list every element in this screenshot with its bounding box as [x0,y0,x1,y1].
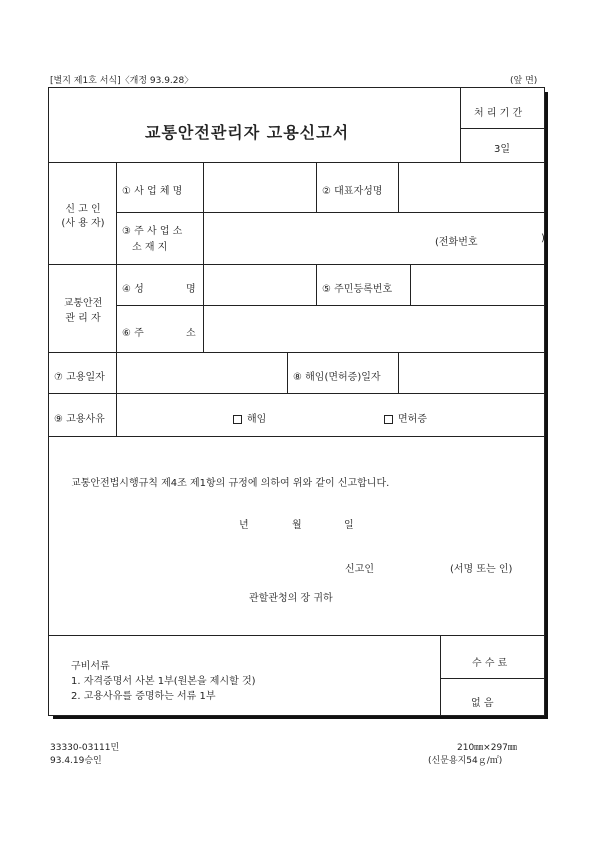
date-day-label: 일 [344,520,354,531]
checkbox-dismissal[interactable] [233,415,242,424]
col-line-a3 [398,162,399,212]
hire-date-field[interactable] [118,355,284,390]
reporter-sign-label: 신고인 [345,564,374,575]
row-line-2 [116,212,545,213]
date-year-label: 년 [239,520,249,531]
row-line-6 [49,393,545,394]
representative-label: ② 대표자성명 [322,186,383,197]
name-label: ④ 성 [122,284,144,295]
col-line-c1 [203,264,204,352]
col-line-fee [440,635,441,716]
address-label-line1: ③ 주 사 업 소 [122,226,183,237]
fee-label: 수 수 료 [472,658,508,669]
manager-address-label-end: 소 [186,328,196,339]
col-line-d2 [398,352,399,393]
row-line-8 [49,635,545,636]
representative-field[interactable] [400,165,542,209]
col-line-section [116,162,117,352]
reporter-section-line2: (사 용 자) [61,218,105,229]
manager-section-line2: 관 리 자 [65,313,101,324]
manager-address-label: ⑥ 주 [122,328,144,339]
addressee: 관할관청의 장 귀하 [249,593,333,604]
form-title: 교통안전관리자 고용신고서 [145,123,350,142]
col-line-d1 [287,352,288,393]
row-line-4 [116,305,545,306]
name-label-end: 명 [186,284,196,295]
processing-period-value: 3일 [494,144,511,155]
row-line-1 [49,162,545,163]
hire-reason-label: ⑨ 고용사유 [54,414,105,425]
period-divider [460,128,545,129]
manager-name-field[interactable] [205,267,313,302]
paper-size: 210㎜×297㎜ [457,743,517,753]
row-line-7 [49,436,545,437]
resident-number-label: ⑤ 주민등록번호 [322,284,393,295]
business-name-label: ① 사 업 체 명 [122,186,183,197]
phone-field[interactable] [488,226,538,248]
col-line-c3 [410,264,411,305]
reason-option-license-label: 면허증 [398,414,427,425]
form-code: 33330-03111민 [50,743,120,753]
document-item-2: 2. 고용사유를 증명하는 서류 1부 [71,691,216,702]
approval-date: 93.4.19승인 [50,756,102,766]
dismissal-date-field[interactable] [400,355,542,390]
reason-option-dismissal-label: 해임 [247,414,267,425]
page-side-label: (앞 면) [510,76,538,86]
fee-divider [440,678,545,679]
col-line-d0 [116,352,117,436]
checkbox-license[interactable] [384,415,393,424]
phone-close-paren: ) [541,233,545,244]
reason-option-license[interactable] [384,410,427,425]
manager-address-field[interactable] [205,308,542,350]
row-line-3 [49,264,545,265]
col-line-a1 [203,162,204,212]
frame-shadow-bottom [53,716,548,719]
paper-type: (신문용지54ｇ/㎡) [428,756,503,766]
col-line-b1 [203,212,204,264]
col-line-c2 [316,264,317,305]
document-item-1: 1. 자격증명서 사본 1부(원본을 제시할 것) [71,676,256,687]
title-divider [460,88,461,162]
row-line-5 [49,352,545,353]
form-number-label: [별지 제1호 서식]〈개정 93.9.28〉 [50,76,194,86]
processing-period-label: 처 리 기 간 [474,108,523,119]
dismissal-date-label: ⑧ 해임(면허증)일자 [293,372,381,383]
business-name-field[interactable] [205,165,313,209]
address-label-line2: 소 재 지 [132,242,168,253]
sign-note: (서명 또는 인) [450,564,513,575]
manager-section-line1: 교통안전 [63,298,103,309]
date-month-label: 월 [292,520,302,531]
hire-date-label: ⑦ 고용일자 [54,372,105,383]
declaration-text: 교통안전법시행규칙 제4조 제1항의 규정에 의하여 위와 같이 신고합니다. [71,478,390,489]
business-address-field[interactable] [205,215,430,261]
frame-shadow-right [545,92,548,719]
fee-value: 없 음 [471,698,494,709]
resident-number-field[interactable] [412,267,542,302]
reporter-section-line1: 신 고 인 [65,204,101,215]
documents-title: 구비서류 [71,661,110,672]
phone-label: (전화번호 [435,237,478,248]
reason-option-dismissal[interactable] [233,410,266,425]
col-line-a2 [316,162,317,212]
